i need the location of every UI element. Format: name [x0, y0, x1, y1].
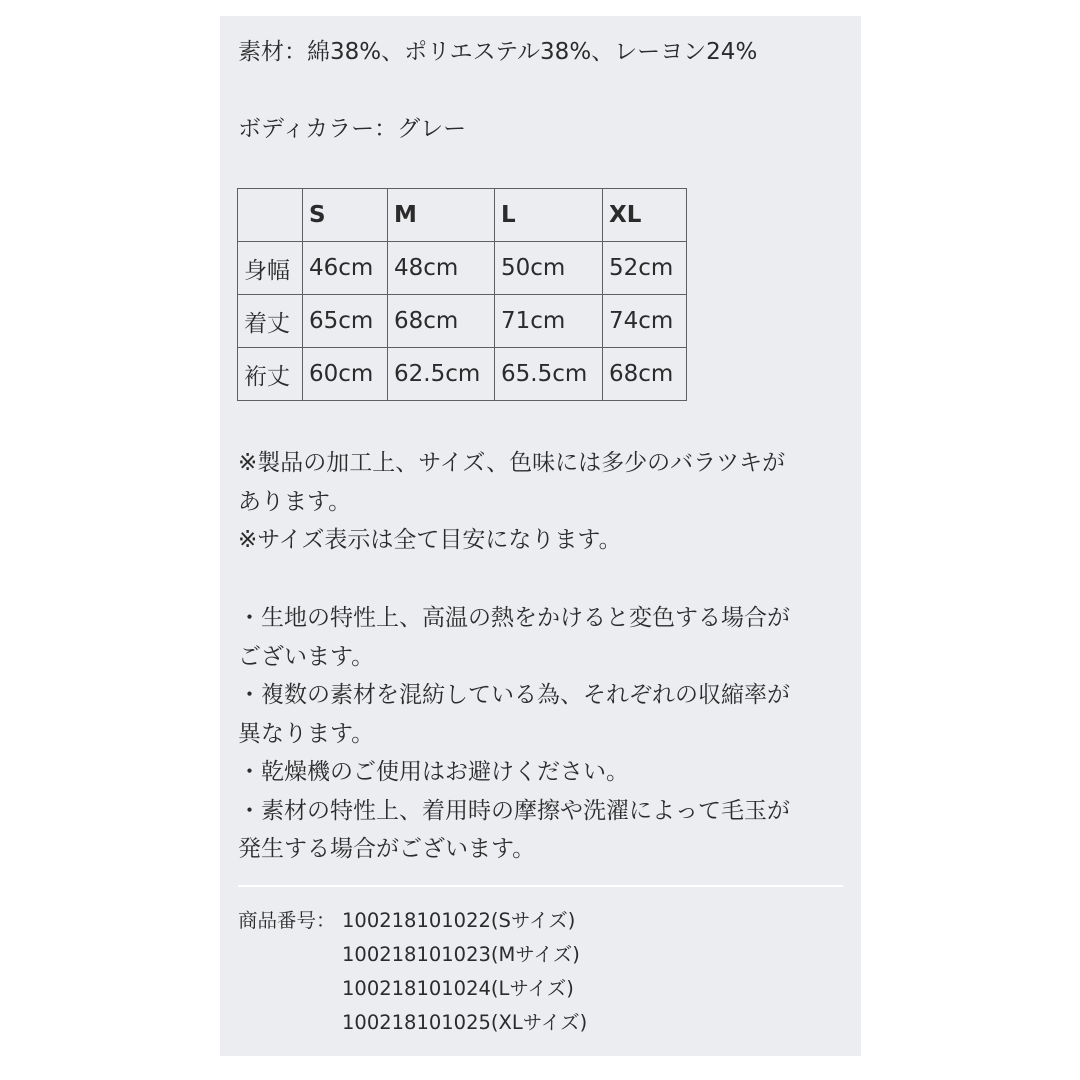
note-line: ※サイズ表示は全て目安になります。 — [238, 527, 622, 553]
size-header-cell — [238, 189, 303, 242]
size-header-cell: L — [495, 189, 603, 242]
product-number-label: 商品番号： — [238, 909, 336, 932]
size-value-cell: 50cm — [495, 242, 603, 295]
product-number-row — [238, 1006, 587, 1040]
size-value-cell: 74cm — [603, 295, 687, 348]
note-line: ・素材の特性上、着用時の摩擦や洗濯によって毛玉が — [238, 797, 790, 824]
size-table-row — [238, 348, 687, 401]
product-numbers — [238, 904, 587, 1040]
note-line: あります。 — [238, 488, 352, 515]
size-value-cell: 46cm — [303, 242, 388, 295]
product-number-label — [238, 972, 342, 1006]
note-line: ・乾燥機のご使用はお避けください。 — [238, 759, 629, 785]
product-description-panel — [220, 16, 861, 1056]
note-line: ※製品の加工上、サイズ、色味には多少のバラツキが — [238, 450, 786, 476]
size-value-cell: 60cm — [303, 348, 388, 401]
product-number-value: 100218101023(Mサイズ) — [342, 943, 580, 966]
size-value-cell: 68cm — [388, 295, 495, 348]
size-value-cell: 68cm — [603, 348, 687, 401]
size-value-cell: 62.5cm — [388, 348, 495, 401]
note-line: ・生地の特性上、高温の熱をかけると変色する場合が — [238, 605, 790, 631]
measurement-label-cell: 裄丈 — [238, 348, 303, 401]
care-notes-section — [238, 599, 790, 869]
product-number-row — [238, 904, 587, 938]
product-number-row — [238, 938, 587, 972]
size-table-header-row — [238, 189, 687, 242]
note-line: 異なります。 — [238, 720, 375, 747]
product-number-label — [238, 1006, 342, 1040]
size-value-cell: 65cm — [303, 295, 388, 348]
product-number-row — [238, 972, 587, 1006]
note-line: ・複数の素材を混紡している為、それぞれの収縮率が — [238, 682, 790, 708]
product-number-label — [238, 938, 342, 972]
body-color-text: ボディカラー：グレー — [238, 116, 467, 142]
size-value-cell: 48cm — [388, 242, 495, 295]
size-table-row — [238, 242, 687, 295]
size-table — [237, 188, 687, 401]
size-header-cell: XL — [603, 189, 687, 242]
divider — [238, 885, 843, 887]
size-table-row — [238, 295, 687, 348]
size-value-cell: 71cm — [495, 295, 603, 348]
note-line: 発生する場合がございます。 — [238, 836, 536, 862]
product-number-value: 100218101022(Sサイズ) — [342, 909, 576, 932]
product-number-value: 100218101024(Lサイズ) — [342, 977, 574, 1000]
size-value-cell: 52cm — [603, 242, 687, 295]
size-value-cell: 65.5cm — [495, 348, 603, 401]
product-number-value: 100218101025(XLサイズ) — [342, 1011, 588, 1034]
size-header-cell: S — [303, 189, 388, 242]
measurement-label-cell: 身幅 — [238, 242, 303, 295]
measurement-label-cell: 着丈 — [238, 295, 303, 348]
note-line: ございます。 — [238, 643, 375, 670]
size-header-cell: M — [388, 189, 495, 242]
notes-section — [238, 444, 785, 560]
material-text: 素材：綿38%、ポリエステル38%、レーヨン24% — [238, 39, 758, 65]
